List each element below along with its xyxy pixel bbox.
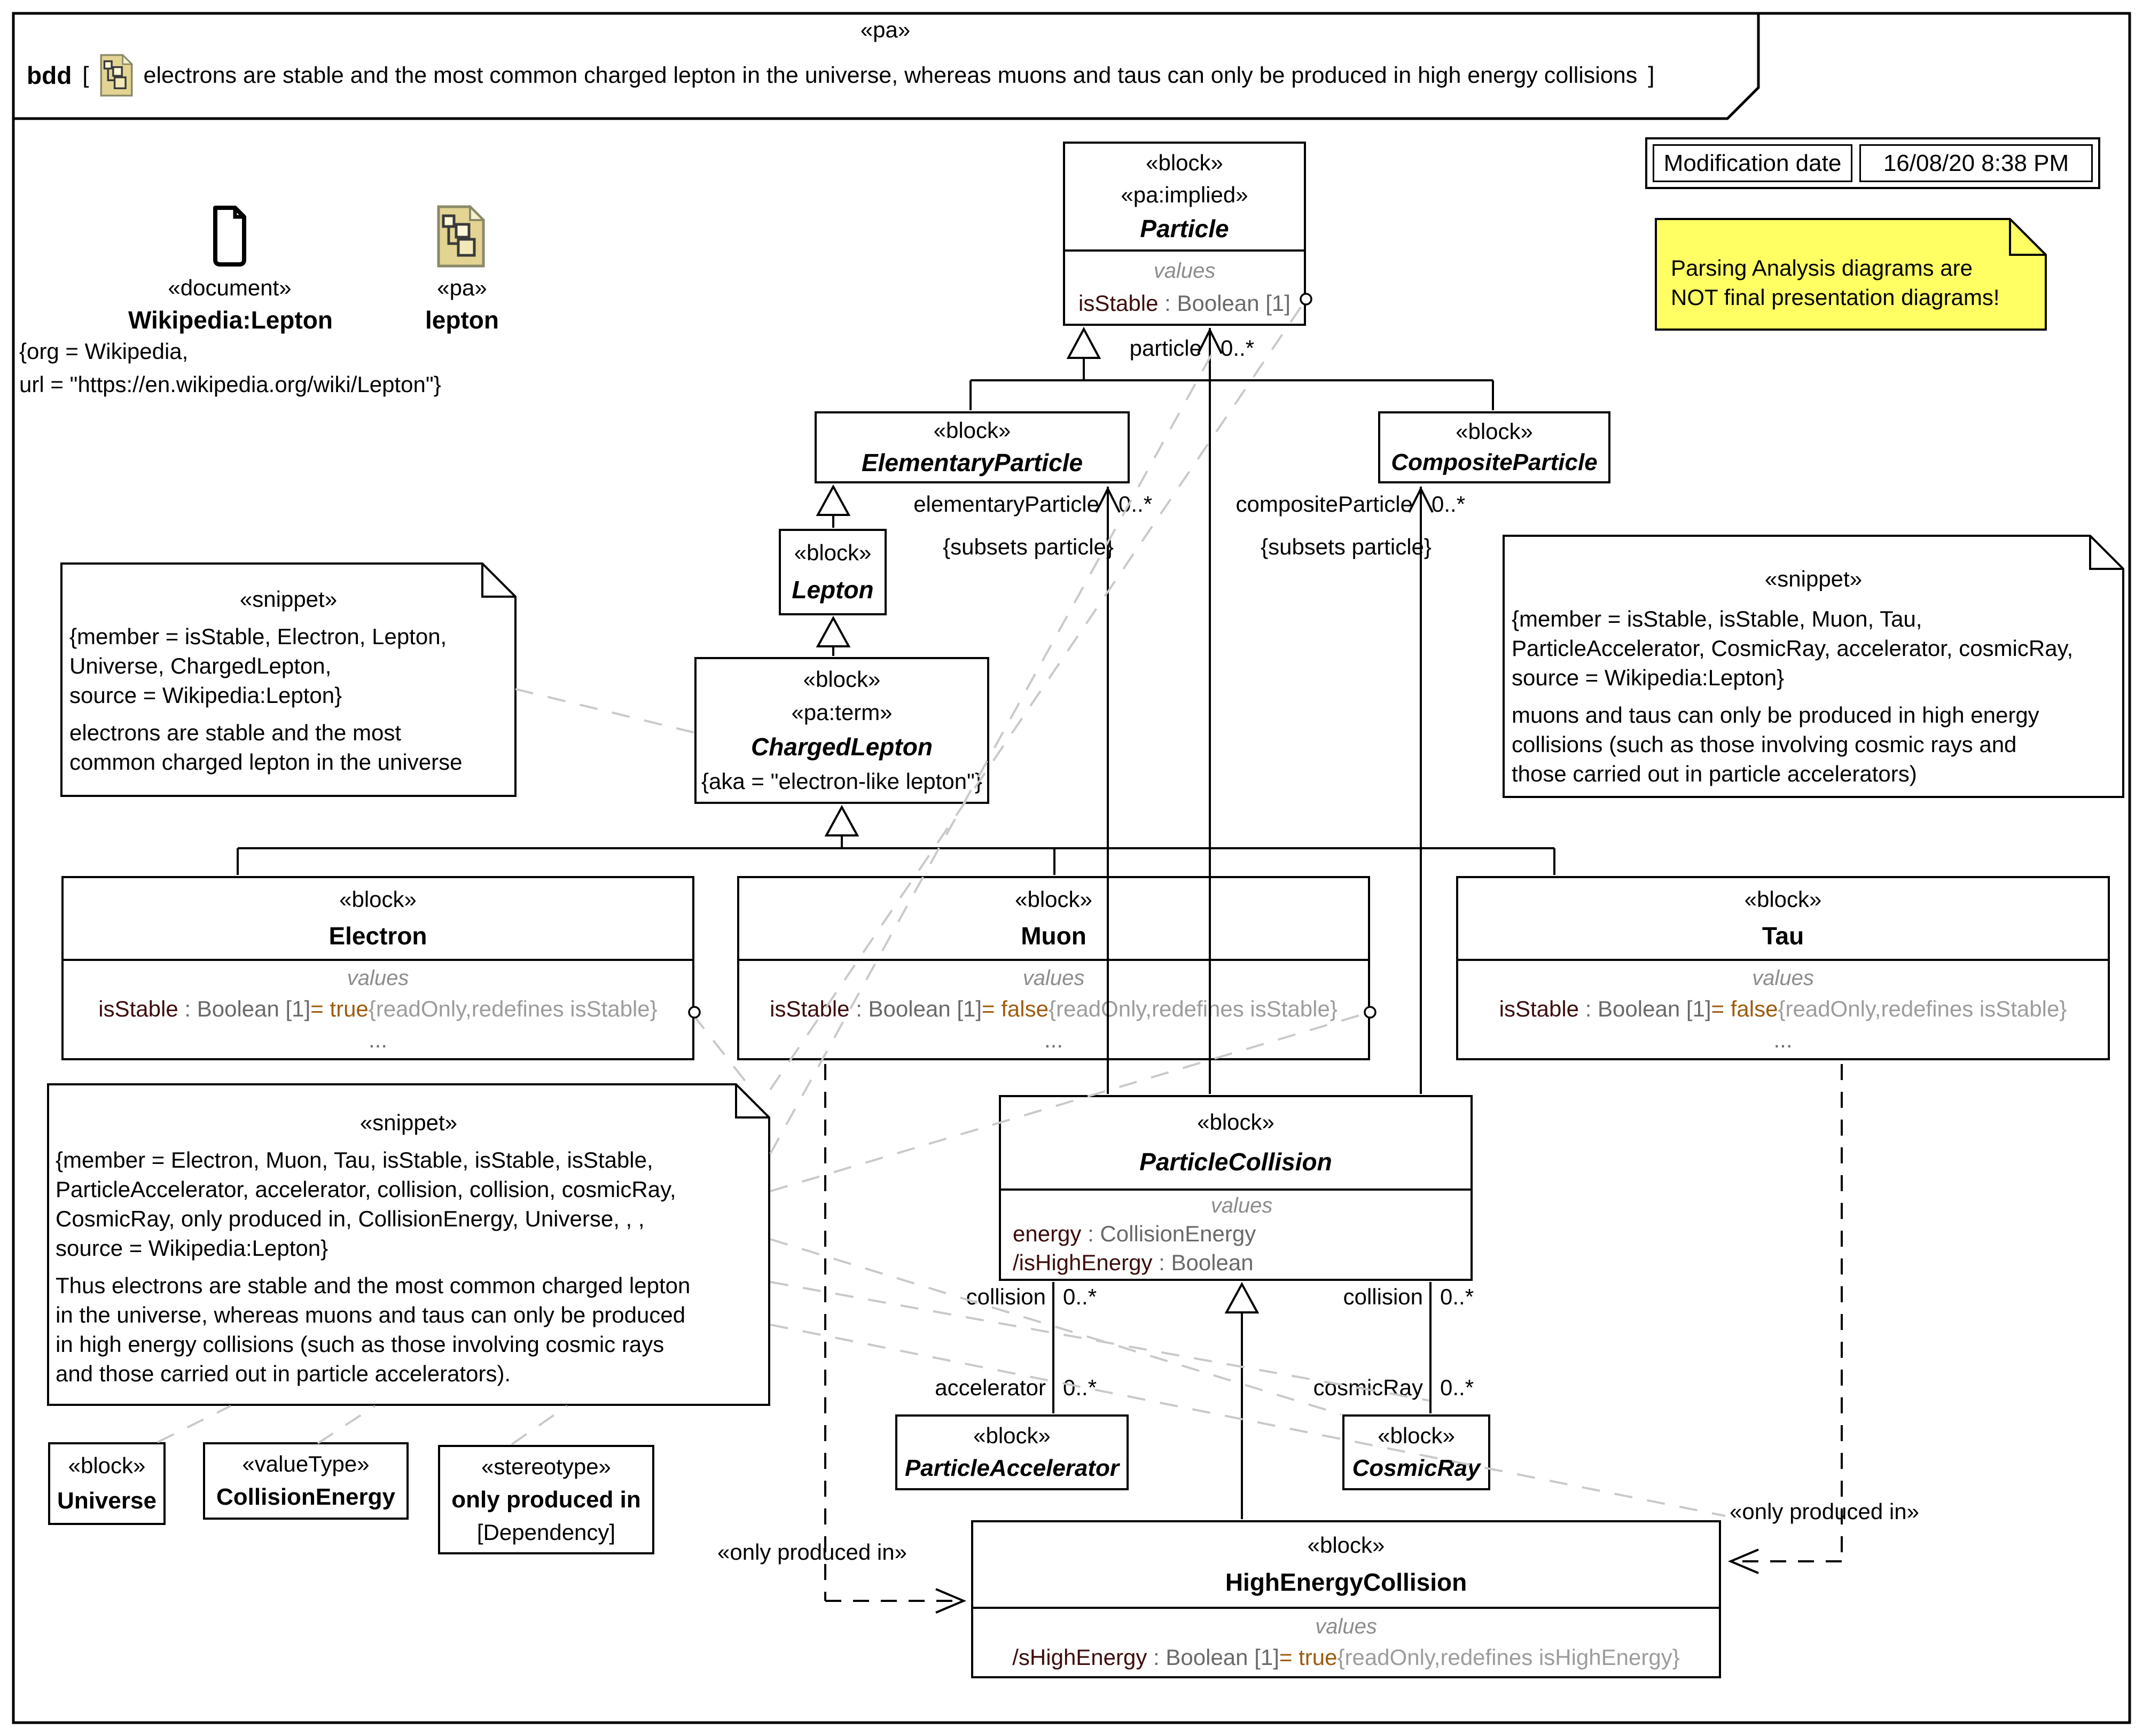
snippet3-line: in the universe, whereas muons and taus can only be produced — [56, 1302, 686, 1327]
composite-name: CompositeParticle — [1391, 449, 1598, 476]
edge-label-collision-right: collision — [1343, 1284, 1423, 1309]
edge-label-only-produced-in-right: «only produced in» — [1730, 1499, 1919, 1524]
edge-label-particle-mult: 0..* — [1221, 335, 1255, 361]
charged-name: ChargedLepton — [751, 733, 933, 761]
snippet3-line: CosmicRay, only produced in, CollisionEnergy, Universe, , , — [56, 1206, 645, 1231]
elementary-name: ElementaryParticle — [861, 448, 1083, 476]
frame-stereotype: «pa» — [860, 17, 911, 42]
snippet3-line: in high energy collisions (such as those involving cosmic rays — [56, 1332, 664, 1357]
universe-stereotype: «block» — [68, 1453, 146, 1479]
tau-stereotype: «block» — [1744, 887, 1822, 912]
edge-label-collision-left-mult: 0..* — [1063, 1284, 1097, 1309]
edge-label-elementary-mult: 0..* — [1119, 491, 1153, 517]
cosmicray-name: CosmicRay — [1352, 1455, 1481, 1481]
hec-stereotype: «block» — [1307, 1532, 1385, 1558]
particle-attr: isStable : Boolean [1] — [1078, 291, 1291, 316]
elementary-stereotype: «block» — [933, 418, 1011, 443]
frame-title: electrons are stable and the most common charged lepton in the universe, whereas muons and taus can only be produced in high energy collisions — [143, 62, 1638, 88]
snippet2-stereotype: «snippet» — [1764, 566, 1863, 591]
electron-attr: isStable : Boolean [1]= true{readOnly,redefines isStable} — [98, 996, 658, 1021]
frame-open-bracket: [ — [82, 62, 89, 88]
edge-label-composite-subsets: {subsets particle} — [1261, 534, 1432, 559]
pa-artifact-stereotype: «pa» — [437, 275, 487, 300]
block-tau[interactable] — [1456, 876, 2110, 1060]
edge-label-cosmicray-mult: 0..* — [1440, 1375, 1474, 1400]
snippet2-line: source = Wikipedia:Lepton} — [1512, 665, 1785, 690]
muon-stereotype: «block» — [1015, 887, 1092, 912]
edge-label-composite-mult: 0..* — [1432, 491, 1466, 517]
block-lepton[interactable] — [779, 529, 887, 615]
mod-date-value: 16/08/20 8:38 PM — [1859, 144, 2093, 182]
charged-stereotype2: «pa:term» — [791, 699, 893, 725]
collision-stereotype: «block» — [1197, 1109, 1274, 1135]
snippet3-line: Thus electrons are stable and the most common charged lepton — [56, 1273, 691, 1298]
snippet1-line: source = Wikipedia:Lepton} — [69, 683, 342, 708]
muon-name: Muon — [1021, 921, 1086, 950]
block-particle-collision[interactable] — [999, 1095, 1473, 1281]
only-produced-in-name: only produced in — [451, 1486, 641, 1513]
tau-values-label: values — [1752, 966, 1814, 990]
block-muon[interactable] — [737, 876, 1370, 1060]
collision-attr1: energy : CollisionEnergy — [1013, 1221, 1256, 1246]
block-particle-accelerator[interactable] — [895, 1414, 1129, 1490]
only-produced-in-meta: [Dependency] — [476, 1520, 616, 1545]
charged-stereotype: «block» — [803, 666, 881, 692]
block-high-energy-collision[interactable] — [971, 1520, 1721, 1678]
accelerator-stereotype: «block» — [973, 1423, 1051, 1448]
pa-artifact-name: lepton — [425, 306, 499, 334]
hec-values-label: values — [1315, 1615, 1377, 1638]
muon-attr: isStable : Boolean [1]= false{readOnly,redefines isStable} — [770, 996, 1338, 1021]
snippet1-line: electrons are stable and the most — [69, 720, 402, 745]
block-electron[interactable] — [61, 876, 694, 1060]
edge-label-composite: compositeParticle — [1235, 491, 1413, 517]
yellow-note-line2: NOT final presentation diagrams! — [1671, 285, 2000, 310]
particle-stereotype: «block» — [1146, 150, 1223, 175]
lepton-name: Lepton — [792, 575, 874, 604]
only-produced-in-stereotype: «stereotype» — [481, 1453, 611, 1479]
charged-aka: {aka = "electron-like lepton"} — [701, 769, 982, 794]
bdd-diagram-icon — [100, 54, 133, 97]
lepton-stereotype: «block» — [794, 540, 872, 566]
snippet3-line: and those carried out in particle accelerators). — [56, 1361, 511, 1386]
edge-label-only-produced-in-left: «only produced in» — [717, 1539, 907, 1565]
block-composite-particle[interactable] — [1378, 411, 1610, 483]
pa-artifact-icon[interactable] — [437, 205, 485, 270]
yellow-note-line1: Parsing Analysis diagrams are — [1671, 255, 1973, 280]
edge-label-cosmicray: cosmicRay — [1313, 1375, 1423, 1400]
collision-values-label: values — [1210, 1194, 1273, 1217]
hec-attr: /sHighEnergy : Boolean [1]= true{readOnly,redefines isHighEnergy} — [1012, 1645, 1680, 1670]
snippet3-line: ParticleAccelerator, accelerator, collision, collision, cosmicRay, — [56, 1177, 676, 1202]
tau-name: Tau — [1762, 921, 1804, 950]
snippet2-line: {member = isStable, isStable, Muon, Tau, — [1512, 606, 1922, 631]
mod-date-label: Modification date — [1653, 144, 1852, 182]
particle-values-label: values — [1153, 259, 1216, 283]
block-cosmic-ray[interactable] — [1342, 1414, 1490, 1490]
block-particle[interactable] — [1063, 142, 1306, 326]
document-name: Wikipedia:Lepton — [128, 306, 333, 334]
snippet2-line: muons and taus can only be produced in high energy — [1512, 702, 2039, 728]
snippet2-line: collisions (such as those involving cosmic rays and — [1512, 732, 2017, 757]
collision-name: ParticleCollision — [1139, 1148, 1332, 1176]
edge-label-collision-left: collision — [966, 1284, 1046, 1309]
universe-name: Universe — [57, 1487, 157, 1514]
edge-label-collision-right-mult: 0..* — [1440, 1284, 1474, 1309]
edge-label-accelerator: accelerator — [935, 1375, 1046, 1400]
block-universe[interactable] — [48, 1442, 166, 1525]
electron-more: ... — [368, 1027, 387, 1052]
document-icon[interactable] — [213, 205, 247, 270]
document-props-line2: url = "https://en.wikipedia.org/wiki/Lepton"} — [19, 372, 441, 397]
hec-name: HighEnergyCollision — [1225, 1568, 1467, 1597]
electron-stereotype: «block» — [339, 887, 417, 912]
snippet1-line: common charged lepton in the universe — [69, 749, 463, 775]
edge-label-accelerator-mult: 0..* — [1063, 1375, 1097, 1400]
snippet1-line: {member = isStable, Electron, Lepton, — [69, 624, 447, 649]
frame-close-bracket: ] — [1648, 62, 1655, 88]
muon-values-label: values — [1022, 966, 1085, 990]
block-only-produced-in[interactable] — [438, 1445, 654, 1554]
particle-name: Particle — [1140, 215, 1229, 243]
snippet1-line: Universe, ChargedLepton, — [69, 653, 332, 678]
document-props-line1: {org = Wikipedia, — [19, 339, 189, 364]
block-elementary-particle[interactable] — [815, 411, 1130, 483]
muon-more: ... — [1044, 1027, 1063, 1052]
snippet2-line: ParticleAccelerator, CosmicRay, accelerator, cosmicRay, — [1512, 636, 2074, 661]
document-stereotype: «document» — [168, 275, 292, 300]
snippet3-line: source = Wikipedia:Lepton} — [56, 1235, 329, 1261]
edge-label-particle: particle — [1129, 335, 1202, 361]
cosmicray-stereotype: «block» — [1378, 1423, 1455, 1448]
collision-attr2: /isHighEnergy : Boolean — [1013, 1250, 1254, 1275]
edge-label-elementary-subsets: {subsets particle} — [943, 534, 1114, 559]
particle-stereotype2: «pa:implied» — [1121, 182, 1248, 207]
tau-attr: isStable : Boolean [1]= false{readOnly,redefines isStable} — [1499, 996, 2067, 1021]
frame-kind: bdd — [27, 61, 72, 89]
block-charged-lepton[interactable] — [694, 657, 989, 804]
tau-more: ... — [1773, 1027, 1793, 1052]
edge-label-elementary: elementaryParticle — [913, 491, 1099, 517]
snippet3-line: {member = Electron, Muon, Tau, isStable, isStable, isStable, — [56, 1147, 653, 1172]
electron-name: Electron — [329, 921, 427, 950]
composite-stereotype: «block» — [1456, 418, 1533, 444]
snippet1-stereotype: «snippet» — [239, 587, 338, 612]
collision-energy-name: CollisionEnergy — [216, 1484, 395, 1510]
frame-title-row — [27, 52, 1654, 98]
accelerator-name: ParticleAccelerator — [904, 1455, 1120, 1481]
electron-values-label: values — [347, 966, 409, 990]
snippet3-stereotype: «snippet» — [359, 1110, 458, 1135]
collision-energy-stereotype: «valueType» — [242, 1451, 370, 1476]
snippet2-line: those carried out in particle accelerators) — [1512, 761, 1917, 786]
block-collision-energy[interactable] — [203, 1442, 409, 1520]
